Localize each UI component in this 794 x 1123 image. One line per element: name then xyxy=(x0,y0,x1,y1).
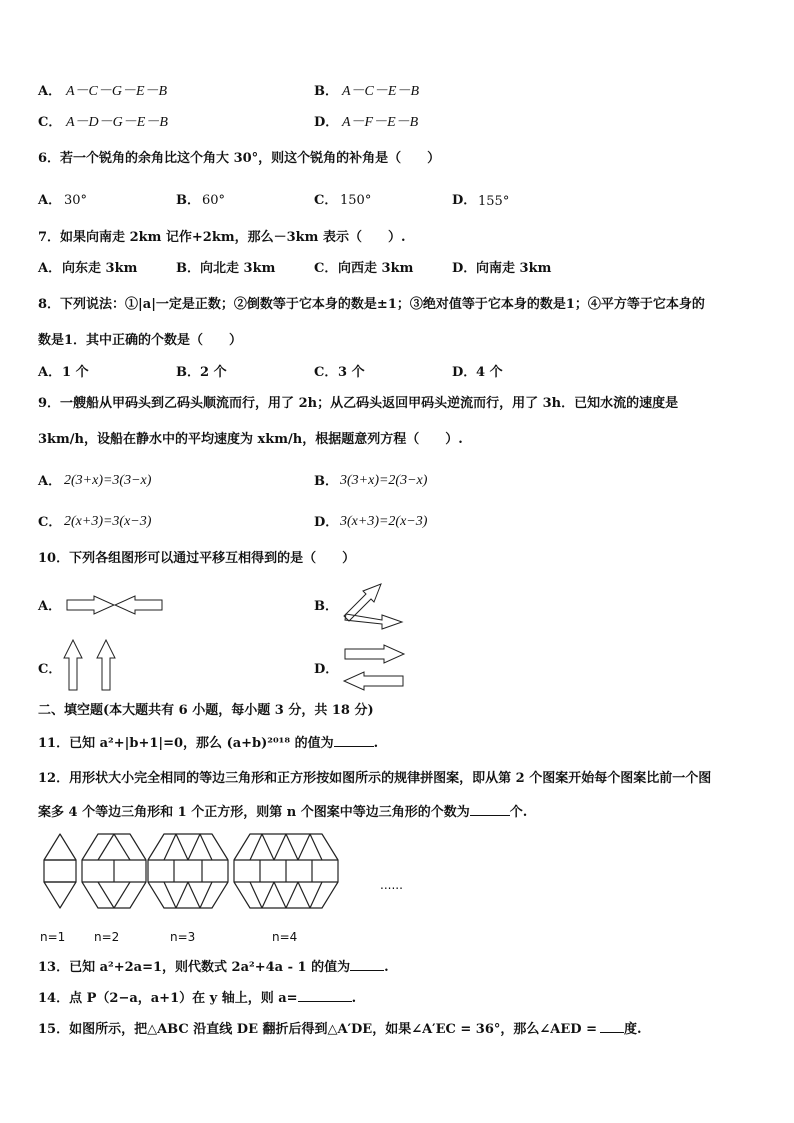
q13-stem xyxy=(38,958,389,976)
pattern-n3 xyxy=(148,834,228,908)
q8-option-c-label: C． xyxy=(314,365,338,380)
q6-option-b-label: B． xyxy=(176,193,200,208)
q7-option-d-text: 向南走 3km xyxy=(476,261,552,276)
q11-answer-blank[interactable] xyxy=(334,734,374,747)
q10-option-c-label: C． xyxy=(38,662,62,677)
q9-option-d-text: 3(x+3)=2(x−3) xyxy=(340,514,428,529)
q11-text: 11．已知 a²+|b+1|=0，那么 (a+b)²⁰¹⁸ 的值为 xyxy=(38,736,334,751)
q7-option-a-text: 向东走 3km xyxy=(62,261,138,276)
q9-stem-line2: 3km/h，设船在静水中的平均速度为 xkm/h，根据题意列方程（ ）. xyxy=(38,432,463,447)
q12-unit: 个. xyxy=(509,805,528,820)
q10-option-a-label: A． xyxy=(38,599,62,614)
q8-option-d-label: D． xyxy=(452,365,477,380)
q10-figure-b-arrows xyxy=(340,580,408,630)
q15-stem xyxy=(38,1020,642,1038)
q7-option-c-text: 向西走 3km xyxy=(338,261,414,276)
q13-period: . xyxy=(384,960,389,975)
q11-period: . xyxy=(373,736,379,751)
q6-option-b-text: 60° xyxy=(202,193,226,208)
q8-option-d-text: 4 个 xyxy=(476,365,503,380)
q14-text: 14．点 P（2−a，a+1）在 y 轴上，则 a= xyxy=(38,991,298,1006)
q8-stem-line2: 数是1．其中正确的个数是（ ） xyxy=(38,333,243,348)
q8-option-a-text: 1 个 xyxy=(62,365,89,380)
q5-option-c-label: C． xyxy=(38,115,62,130)
q13-answer-blank[interactable] xyxy=(350,958,384,971)
q12-label-n4: n=4 xyxy=(272,930,298,944)
q12-text: 案多 4 个等边三角形和 1 个正方形，则第 n 个图案中等边三角形的个数为 xyxy=(38,805,470,820)
q5-option-b-label: B． xyxy=(314,84,338,99)
q12-label-n3: n=3 xyxy=(170,930,196,944)
q8-option-c-text: 3 个 xyxy=(338,365,365,380)
q15-answer-blank[interactable] xyxy=(600,1020,624,1033)
q14-answer-blank[interactable] xyxy=(298,989,352,1002)
q9-option-c-label: C． xyxy=(38,515,62,530)
q12-ellipsis: ...... xyxy=(380,878,403,892)
q12-label-n2: n=2 xyxy=(94,930,120,944)
q7-option-d-label: D． xyxy=(452,261,477,276)
q6-stem: 6．若一个锐角的余角比这个角大 30°，则这个锐角的补角是（ ） xyxy=(38,151,441,166)
q9-stem-line1: 9．一艘船从甲码头到乙码头顺流而行，用了 2h；从乙码头返回甲码头逆流而行，用了 3h．已知水流的速度是 xyxy=(38,396,679,411)
q7-option-b-text: 向北走 3km xyxy=(200,261,276,276)
pattern-n1 xyxy=(44,834,76,908)
q8-option-b-text: 2 个 xyxy=(200,365,227,380)
q7-option-b-label: B． xyxy=(176,261,200,276)
q10-figure-d-arrows xyxy=(340,642,408,694)
q12-pattern-figures xyxy=(36,832,416,912)
q7-option-a-label: A． xyxy=(38,261,62,276)
q5-option-c-text: A－D－G－E－B xyxy=(66,115,168,130)
q6-option-c-text: 150° xyxy=(340,193,372,208)
section-fill-in-title: 二、填空题(本大题共有 6 小题，每小题 3 分，共 18 分) xyxy=(38,703,374,718)
q10-option-d-label: D． xyxy=(314,662,339,677)
q12-stem-line1: 12．用形状大小完全相同的等边三角形和正方形按如图所示的规律拼图案，即从第 2 个图案开始每个图案比前一个图 xyxy=(38,771,712,786)
q10-option-b-label: B． xyxy=(314,599,338,614)
q9-option-d-label: D． xyxy=(314,515,339,530)
q12-stem-line2 xyxy=(38,803,527,821)
q6-option-c-label: C． xyxy=(314,193,338,208)
q5-option-d-label: D． xyxy=(314,115,339,130)
q6-option-a-label: A． xyxy=(38,193,62,208)
q12-answer-blank[interactable] xyxy=(470,803,510,816)
q9-option-b-text: 3(3+x)=2(3−x) xyxy=(340,473,428,488)
q5-option-a-text: A－C－G－E－B xyxy=(66,84,168,99)
q9-option-a-label: A． xyxy=(38,474,62,489)
q14-period: . xyxy=(351,991,357,1006)
q8-option-b-label: B． xyxy=(176,365,200,380)
q13-text: 13．已知 a²+2a=1，则代数式 2a²+4a - 1 的值为 xyxy=(38,960,351,975)
q12-label-n1: n=1 xyxy=(40,930,66,944)
q8-option-a-label: A． xyxy=(38,365,62,380)
q11-stem xyxy=(38,734,378,752)
q9-option-a-text: 2(3+x)=3(3−x) xyxy=(64,473,152,488)
q9-option-b-label: B． xyxy=(314,474,338,489)
q10-stem: 10．下列各组图形可以通过平移互相得到的是（ ） xyxy=(38,551,356,566)
q14-stem xyxy=(38,989,356,1007)
q10-figure-c-arrows xyxy=(62,638,122,694)
q15-text: 15．如图所示，把△ABC 沿直线 DE 翻折后得到△A′DE，如果∠A′EC = 36°，那么∠AED = xyxy=(38,1022,597,1037)
q6-option-d-text: 155° xyxy=(478,194,510,209)
q5-option-d-text: A－F－E－B xyxy=(342,115,419,130)
q15-unit: 度. xyxy=(623,1022,642,1037)
pattern-n2 xyxy=(82,834,146,908)
q5-option-a-label: A． xyxy=(38,84,62,99)
q6-option-a-text: 30° xyxy=(64,193,88,208)
q9-option-c-text: 2(x+3)=3(x−3) xyxy=(64,514,152,529)
q10-figure-a-arrows xyxy=(64,593,168,617)
q8-stem-line1: 8．下列说法：①|a|一定是正数；②倒数等于它本身的数是±1；③绝对值等于它本身的数是1；④平方等于它本身的 xyxy=(38,297,705,312)
q7-option-c-label: C． xyxy=(314,261,338,276)
q7-stem: 7．如果向南走 2km 记作+2km，那么－3km 表示（ ）. xyxy=(38,230,406,245)
pattern-n4 xyxy=(234,834,338,908)
q6-option-d-label: D． xyxy=(452,193,477,208)
q5-option-b-text: A－C－E－B xyxy=(342,84,419,99)
